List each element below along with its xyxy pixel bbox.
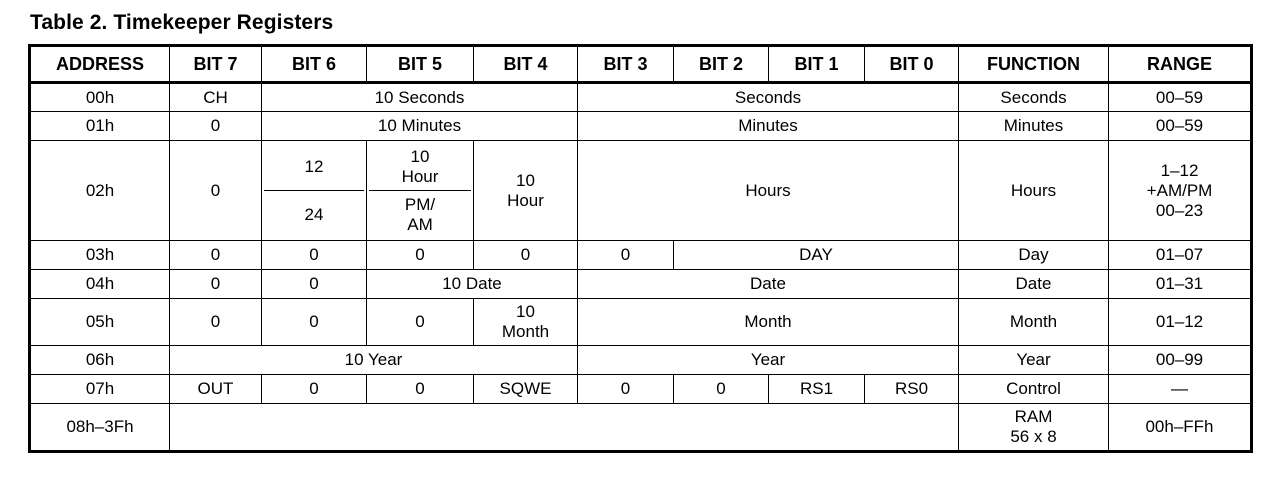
cell-range — [1109, 141, 1252, 241]
cell-range: 01–12 — [1109, 299, 1252, 346]
cell-bits-3210: Date — [578, 270, 959, 299]
cell-bit7: CH — [170, 83, 262, 112]
cell-bit2: 0 — [674, 375, 769, 404]
cell-address: 02h — [30, 141, 170, 241]
cell-bit7: 0 — [170, 270, 262, 299]
table-header — [30, 46, 1252, 83]
cell-range: 00–59 — [1109, 112, 1252, 141]
cell-bits-3210: Year — [578, 346, 959, 375]
cell-bit6: 0 — [262, 375, 367, 404]
cell-bit5-pmam-line1: PM/ — [404, 194, 436, 214]
column-header-bit1: BIT 1 — [769, 46, 865, 83]
cell-bit5-pmam-line2: AM — [407, 214, 433, 234]
cell-function — [959, 404, 1109, 452]
cell-bit7: 0 — [170, 141, 262, 241]
cell-bit4-line2: Month — [501, 322, 550, 341]
cell-bits-blank — [170, 404, 959, 452]
cell-function: Month — [959, 299, 1109, 346]
table-row — [30, 141, 1252, 241]
cell-bit5-10hour-line2: Hour — [401, 166, 439, 186]
cell-bits-7654: 10 Year — [170, 346, 578, 375]
cell-bit7: 0 — [170, 241, 262, 270]
cell-bits-3210: Seconds — [578, 83, 959, 112]
column-header-range: RANGE — [1109, 46, 1252, 83]
table-header-row — [30, 46, 1252, 83]
cell-bit6-24: 24 — [304, 204, 324, 224]
cell-range: — — [1109, 375, 1252, 404]
table-row — [30, 83, 1252, 112]
table-row — [30, 299, 1252, 346]
cell-function: Hours — [959, 141, 1109, 241]
column-header-bit6: BIT 6 — [262, 46, 367, 83]
table-row — [30, 270, 1252, 299]
cell-bits-3210: Hours — [578, 141, 959, 241]
cell-bit4-line1: 10 — [516, 302, 535, 321]
column-header-address: ADDRESS — [30, 46, 170, 83]
column-header-bit2: BIT 2 — [674, 46, 769, 83]
column-header-bit3: BIT 3 — [578, 46, 674, 83]
column-header-bit5: BIT 5 — [367, 46, 474, 83]
cell-bit5: 0 — [367, 299, 474, 346]
cell-bit6-12: 12 — [264, 143, 364, 191]
cell-bit5: 0 — [367, 375, 474, 404]
cell-range: 01–31 — [1109, 270, 1252, 299]
cell-range-line2: +AM/PM — [1146, 180, 1213, 200]
cell-address: 08h–3Fh — [30, 404, 170, 452]
cell-range-line3: 00–23 — [1155, 200, 1204, 220]
cell-range-line1: 1–12 — [1160, 160, 1199, 180]
cell-function: Control — [959, 375, 1109, 404]
column-header-bit0: BIT 0 — [865, 46, 959, 83]
cell-bit4 — [474, 299, 578, 346]
cell-bit4-line1: 10 — [516, 170, 535, 190]
column-header-bit7: BIT 7 — [170, 46, 262, 83]
cell-address: 00h — [30, 83, 170, 112]
cell-bit4-line2: Hour — [507, 190, 544, 210]
cell-bit4: 0 — [474, 241, 578, 270]
cell-bit5: 0 — [367, 241, 474, 270]
cell-bit5-10hour-line1: 10 — [410, 146, 430, 166]
cell-function: Minutes — [959, 112, 1109, 141]
table-row — [30, 404, 1252, 452]
cell-bits-54: 10 Date — [367, 270, 578, 299]
cell-bit7: 0 — [170, 112, 262, 141]
cell-bit5-split — [367, 141, 474, 241]
cell-bits-210: DAY — [674, 241, 959, 270]
cell-address: 01h — [30, 112, 170, 141]
cell-function-line2: 56 x 8 — [1010, 427, 1057, 446]
timekeeper-registers-table — [28, 44, 1253, 453]
cell-bit4: SQWE — [474, 375, 578, 404]
table-body — [30, 83, 1252, 452]
cell-function: Year — [959, 346, 1109, 375]
cell-address: 03h — [30, 241, 170, 270]
cell-function: Day — [959, 241, 1109, 270]
cell-bits-65: 10 Seconds — [262, 83, 578, 112]
cell-address: 06h — [30, 346, 170, 375]
cell-bit6: 0 — [262, 241, 367, 270]
cell-bits-3210: Month — [578, 299, 959, 346]
cell-address: 05h — [30, 299, 170, 346]
table-caption: Table 2. Timekeeper Registers — [30, 11, 334, 34]
column-header-bit4: BIT 4 — [474, 46, 578, 83]
cell-bit6-split — [262, 141, 367, 241]
cell-bit5-pmam — [369, 191, 471, 238]
cell-bit6: 0 — [262, 270, 367, 299]
table-row — [30, 112, 1252, 141]
cell-address: 04h — [30, 270, 170, 299]
cell-bits-3210: Minutes — [578, 112, 959, 141]
column-header-function: FUNCTION — [959, 46, 1109, 83]
cell-bit3: 0 — [578, 241, 674, 270]
cell-range: 00–59 — [1109, 83, 1252, 112]
cell-bit1: RS1 — [769, 375, 865, 404]
cell-function: Seconds — [959, 83, 1109, 112]
cell-bit4 — [474, 141, 578, 241]
cell-bit6: 0 — [262, 299, 367, 346]
table-row — [30, 375, 1252, 404]
cell-address: 07h — [30, 375, 170, 404]
cell-bit0: RS0 — [865, 375, 959, 404]
cell-function-line1: RAM — [1014, 407, 1053, 426]
cell-bits-65: 10 Minutes — [262, 112, 578, 141]
cell-range: 00h–FFh — [1109, 404, 1252, 452]
cell-range: 00–99 — [1109, 346, 1252, 375]
cell-bit7: OUT — [170, 375, 262, 404]
cell-range: 01–07 — [1109, 241, 1252, 270]
table-row — [30, 346, 1252, 375]
cell-function: Date — [959, 270, 1109, 299]
cell-bit7: 0 — [170, 299, 262, 346]
cell-bit3: 0 — [578, 375, 674, 404]
cell-bit5-10hour — [369, 143, 471, 191]
table-row — [30, 241, 1252, 270]
